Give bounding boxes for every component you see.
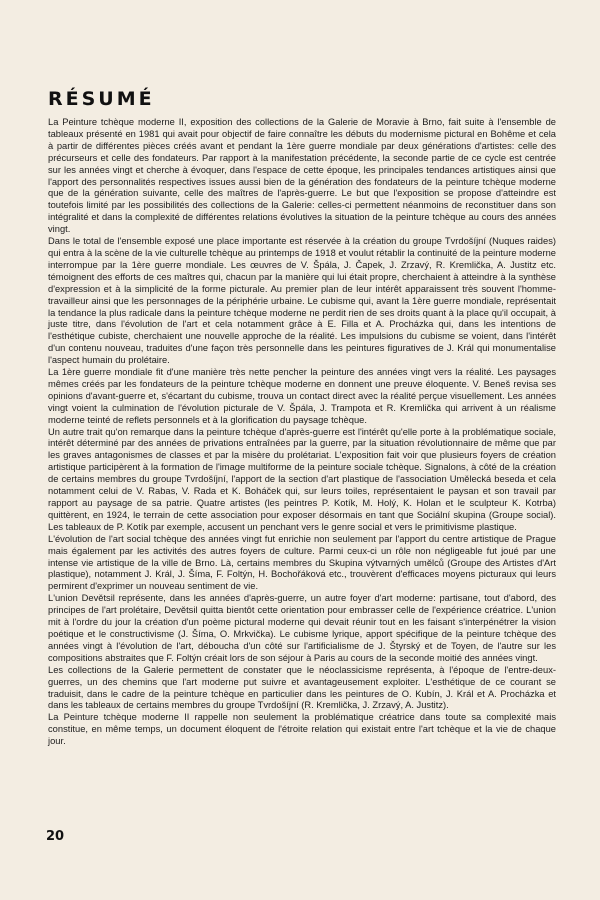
paragraph: La Peinture tchèque moderne II rappelle non seulement la problématique créatrice dans toute sa complexité mais constitue, en même temps, un document éloquent de l'étroite relation qui existait entre l'art tchèque et la vie de chaque jour. (48, 712, 556, 747)
paragraph: Un autre trait qu'on remarque dans la peinture tchèque d'après-guerre est l'intérêt qu'elle porte à la problématique sociale, intérêt déterminé par des années de privations entraînées par la guerre, par la situation révolutionnaire de même que par les graves antagonismes de classes et par la misère du prolétariat. L'exposition fait voir que plusieurs foyers de création artistique participèrent à la formation de l'image multiforme de la peinture sociale tchèque. Signalons, à côté de la création de certains membres du groupe Tvrdošíjní, l'apport de la section d'art plastique de l'association Umělecká beseda et cela notamment celui de V. Rabas, V. Rada et K. Boháček qui, sur leurs toiles, représentaient le paysan et son travail par rapport au paysage de sa patrie. Quatre artistes (les peintres P. Kotík, M. Holý, K. Holan et le sculpteur K. Kotrba) quittèrent, en 1924, le terrain de cette association pour exposer désormais en tant que Sociální skupina (Groupe social). Les tableaux de P. Kotík par exemple, accusent un penchant vers le genre social et vers le primitivisme plastique. (48, 426, 556, 532)
paragraph: Les collections de la Galerie permettent de constater que le néoclassicisme représenta, à l'époque de l'entre-deux-guerres, un des chemins que l'art moderne put suivre et avantageusement exploiter. L'esthétique de ce courant se traduisit, dans le cadre de la peinture tchèque en particulier dans les peintures de O. Kubín, J. Král et A. Procházka et dans les tableaux de certains membres du groupe Tvrdošíjní (R. Kremlička, J. Zrzavý, A. Justitz). (48, 664, 556, 711)
paragraph: La 1ère guerre mondiale fit d'une manière très nette pencher la peinture des années vingt vers la réalité. Les paysages mêmes créés par les fondateurs de la peinture tchèque moderne en donnent une preuve éloquente. V. Beneš revisa ses opinions d'avant-guerre et, s'écartant du cubisme, trouva un contact direct avec la réalité perçue visuellement. Les années vingt voient la culmination de l'évolution picturale de V. Špála, J. Trampota et R. Kremlička qui arrivent à un réalisme moderne teinté de reflets personnels et à la glorification du paysage tchèque. (48, 367, 556, 425)
paragraph: L'union Devětsil représente, dans les années d'après-guerre, un autre foyer d'art moderne: partisane, tout d'abord, des principes de l'art prolétaire, Devětsil quitta bientôt cette orientation pour embrasser celle de l'expérience créatrice. L'union mit à l'ordre du jour la création d'un poème pictural moderne qui devait réunir tout en les faisant s'interpénétrer la vision poétique et le constructivisme (J. Šíma, O. Mrkvička). Le cubisme lyrique, apport spécifique de la peinture tchèque des années vingt à l'évolution de l'art, déboucha d'un côté sur l'artificialisme de J. Štyrský et de Toyen, de l'autre sur les compositions abstraites que F. Foltýn créait lors de son séjour à Paris au cours de la seconde moitié des années vingt. (48, 593, 556, 663)
page-number: 20 (46, 829, 65, 844)
resume-body (48, 117, 556, 748)
page-title: RÉSUMÉ (48, 88, 155, 110)
paragraph: L'évolution de l'art social tchèque des années vingt fut enrichie non seulement par l'apport du centre artistique de Prague mais également par les activités des autres foyers de culture. Parmi ceux-ci un rôle non négligeable fut joué par une intense vie artistique de la ville de Brno. Là, certains membres du Skupina výtvarných umělců (Groupe des Artistes d'Art plastique), notamment J. Král, J. Šíma, F. Foltýn, H. Bochořáková etc., trouvèrent d'efficaces moyens picturaux qui leurs permirent d'exprimer un nouveau sentiment de vie. (48, 533, 556, 592)
paragraph: Dans le total de l'ensemble exposé une place importante est réservée à la création du groupe Tvrdošíjní (Nuques raides) qui entra à la scène de la vie culturelle tchèque au printemps de 1918 et voulut rétablir la continuité de la peinture moderne interrompue par la 1ère guerre mondiale. Les œuvres de V. Špála, J. Čapek, J. Zrzavý, R. Kremlička, A. Justitz etc. témoignent des efforts de ces maîtres qui, chacun par la manière qui lui était propre, cherchaient à atteindre à la synthèse d'expression et à la simplicité de la forme picturale. Au premier plan de leur intérêt apparaissent très souvent l'homme-travailleur ainsi que les personnages de la périphérie urbaine. Le cubisme qui, avant la 1ère guerre mondiale, représentait la tendance la plus radicale dans la peinture tchèque moderne ne perdit rien de ses droits quant à la place qu'il occupait, à juste titre, dans l'évolution de l'art et cela notamment grâce à E. Filla et A. Procházka qui, dans les intentions de l'esthétique cubiste, cherchaient une nouvelle approche de la réalité. Les impulsions du cubisme se voient, dans l'intérêt d'un contenu nouveau, traduites d'une façon très personnelle dans les peintures figuratives de J. Král qui monumentalise l'aspect humain du prolétaire. (48, 236, 556, 366)
paragraph: La Peinture tchèque moderne II, exposition des collections de la Galerie de Moravie à Brno, fait suite à l'ensemble de tableaux présenté en 1981 qui avait pour objectif de faire connaître les débuts du modernisme pictural en Bohême et cela à partir de différentes pièces créés avant et pendant la 1ère guerre mondiale par deux générations d'artistes: celle des précurseurs et celle des fondateurs. Par rapport à la manifestation précédente, la seconde partie de ce cycle est centrée sur les années vingt et cherche à évoquer, dans l'espace de cette époque, les principales tendances artistiques ainsi que l'apport des personnalités respectives issues aussi bien de la génération des fondateurs de la peinture tchèque moderne que de la génération suivante, celle des maîtres de l'après-guerre. Le but que l'exposition se propose d'atteindre est toutefois limité par les possibilités des collections de la Galerie: celles-ci permettent néanmoins de reconstituer dans son intégralité et dans la complexité de différentes relations évolutives la situation de la peinture tchèque au cours des années vingt. (48, 117, 556, 235)
